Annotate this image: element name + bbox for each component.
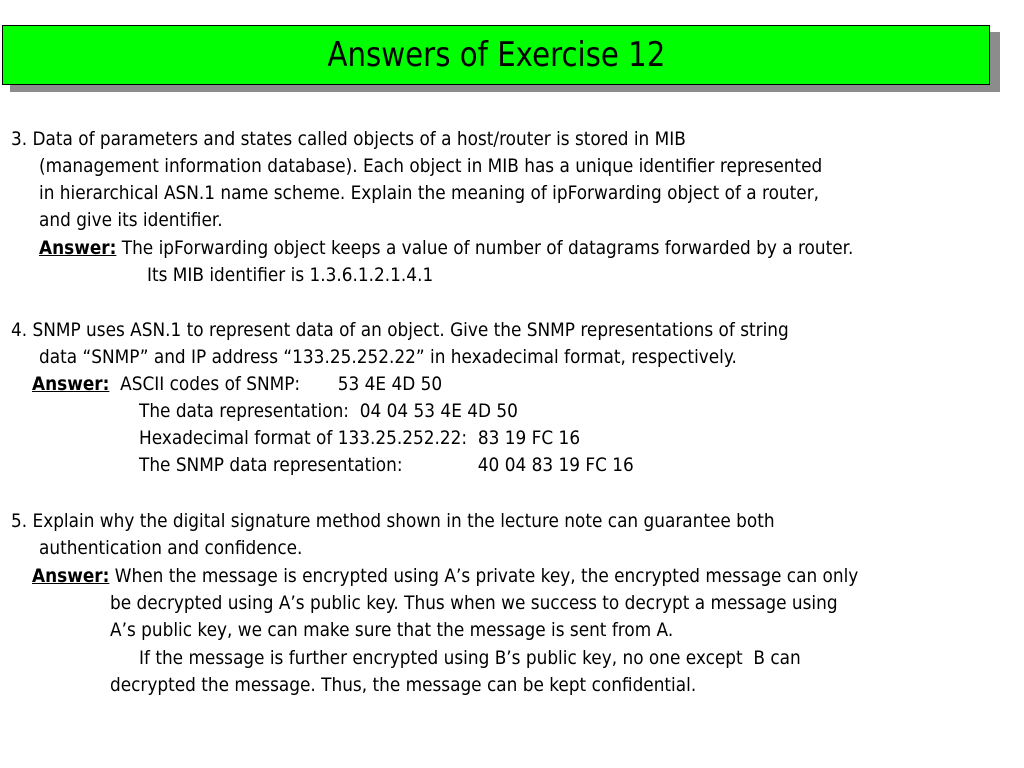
q3-line-2: (management information database). Each object in MIB has a unique identifier represented: [39, 155, 823, 177]
q3-answer-line-2: Its MIB identifier is 1.3.6.1.2.1.4.1: [147, 264, 434, 286]
q5-answer-text-1: When the message is encrypted using A’s private key, the encrypted message can only: [109, 565, 859, 587]
q4-answer-text-1: ASCII codes of SNMP: 53 4E 4D 50: [109, 373, 443, 395]
q5-line-2: authentication and confidence.: [39, 537, 303, 559]
q4-answer-line-2: The data representation: 04 04 53 4E 4D 50: [139, 400, 518, 422]
q4-line-2: data “SNMP” and IP address “133.25.252.22” in hexadecimal format, respectively.: [39, 346, 737, 368]
q3-line-1: 3. Data of parameters and states called objects of a host/router is stored in MIB: [11, 128, 686, 150]
q3-answer-line-1: [39, 235, 853, 262]
q5-answer-line-2: be decrypted using A’s public key. Thus when we success to decrypt a message using: [110, 592, 838, 614]
title-banner: [2, 25, 990, 85]
answer-label: Answer:: [32, 565, 110, 587]
q3-line-4: and give its identifier.: [39, 209, 223, 231]
q5-line-1: 5. Explain why the digital signature method shown in the lecture note can guarantee both: [11, 510, 775, 532]
q4-line-1: 4. SNMP uses ASN.1 to represent data of an object. Give the SNMP representations of string: [11, 319, 789, 341]
q5-answer-line-1: [32, 563, 858, 590]
answer-label: Answer:: [32, 373, 110, 395]
q5-answer-line-3: A’s public key, we can make sure that the message is sent from A.: [110, 619, 674, 641]
q3-line-3: in hierarchical ASN.1 name scheme. Explain the meaning of ipForwarding object of a router,: [39, 182, 820, 204]
answer-label: Answer:: [39, 237, 117, 259]
q4-answer-line-4: The SNMP data representation: 40 04 83 19 FC 16: [139, 454, 634, 476]
q5-answer-line-5: decrypted the message. Thus, the message can be kept confidential.: [110, 674, 697, 696]
q3-answer-text-1: The ipForwarding object keeps a value of number of datagrams forwarded by a router.: [116, 237, 854, 259]
q4-answer-line-3: Hexadecimal format of 133.25.252.22: 83 19 FC 16: [139, 427, 581, 449]
q4-answer-line-1: [32, 371, 442, 398]
q5-answer-line-4: If the message is further encrypted using B’s public key, no one except B can: [139, 647, 801, 669]
page-title: Answers of Exercise 12: [327, 35, 665, 75]
